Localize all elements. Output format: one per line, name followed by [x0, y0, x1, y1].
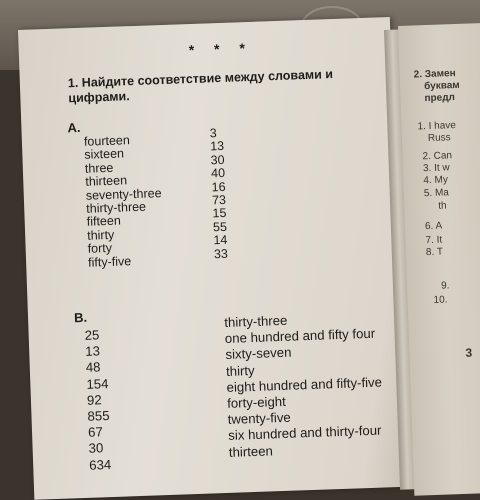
- section-b-number: 25: [84, 327, 100, 343]
- right-page-item: 4. My: [423, 174, 449, 187]
- section-b-word: forty-eight: [226, 393, 287, 411]
- section-b-word: thirteen: [228, 442, 274, 460]
- section-b-word: twenty-five: [227, 409, 291, 428]
- right-page-item: 8. T: [425, 246, 444, 259]
- right-page-item: 6. A: [424, 220, 443, 233]
- right-page-item: 7. It: [425, 234, 443, 247]
- section-a-number: 3: [209, 126, 217, 141]
- section-a-word: thirty-three: [86, 199, 147, 216]
- section-a-number: 13: [209, 139, 225, 154]
- right-page-item: 2. Can: [422, 150, 453, 163]
- section-a-numbers: [210, 127, 229, 261]
- section-a-word: forty: [87, 241, 113, 256]
- section-b-word: sixty-seven: [225, 345, 292, 363]
- section-a-number: 55: [212, 219, 228, 235]
- section-b-number: 154: [86, 375, 109, 392]
- section-a-number: 16: [211, 179, 226, 194]
- section-b-word: one hundred and fifty four: [224, 325, 376, 347]
- section-a-word: sixteen: [84, 146, 125, 163]
- section-b-number: 30: [88, 440, 104, 457]
- right-heading-line: 2. Замен: [413, 68, 456, 81]
- section-a-word: fifty-five: [87, 253, 132, 270]
- section-b-numbers: [84, 327, 111, 474]
- section-a-number: 14: [213, 233, 228, 248]
- right-page-item: Russ: [427, 132, 451, 145]
- section-b-word: six hundred and thirty-four: [228, 422, 382, 444]
- right-page-item: 1. I have: [417, 120, 457, 133]
- right-heading-line: предл: [424, 92, 456, 105]
- section-a-words: [84, 133, 164, 270]
- section-a-word: three: [84, 160, 114, 176]
- section-a-word: seventy-three: [85, 185, 162, 203]
- section-b-number: 634: [88, 456, 112, 473]
- left-page: [18, 17, 406, 500]
- section-b-number: 92: [86, 392, 102, 408]
- section-a-number: 73: [211, 192, 227, 208]
- right-page-item: 10.: [433, 294, 448, 306]
- section-a-number: 30: [210, 152, 225, 168]
- section-b-word: eight hundred and fifty-five: [226, 374, 383, 395]
- right-page-footer: 3: [465, 345, 473, 360]
- section-a-number: 15: [212, 206, 227, 221]
- section-a-word: thirty: [86, 227, 115, 243]
- section-b-word: thirty-three: [224, 312, 288, 330]
- section-ornament: * * *: [188, 39, 254, 59]
- section-b-number: 48: [85, 359, 101, 376]
- exercise-heading: 1. Найдите соответствие между словами и цифрами.: [67, 67, 334, 106]
- section-a-number: 33: [213, 246, 229, 261]
- section-a-word: fifteen: [86, 213, 122, 230]
- right-page-item: 3. It w: [422, 162, 450, 175]
- right-page-item: 9.: [440, 280, 450, 292]
- right-page-item: 5. Ma: [423, 187, 450, 200]
- section-b-number: 67: [87, 424, 104, 441]
- section-b-number: 855: [87, 408, 110, 424]
- section-a-number: 40: [210, 166, 226, 181]
- right-page-item: th: [438, 200, 447, 212]
- section-b-number: 13: [85, 343, 101, 360]
- section-b-word: thirty: [225, 362, 255, 379]
- section-b-words: [224, 310, 384, 461]
- section-a-word: fourteen: [83, 133, 131, 149]
- section-a-label: A.: [67, 119, 81, 136]
- right-heading-line: буквам: [423, 79, 460, 93]
- section-b-label: B.: [73, 309, 88, 326]
- section-a-word: thirteen: [85, 173, 128, 189]
